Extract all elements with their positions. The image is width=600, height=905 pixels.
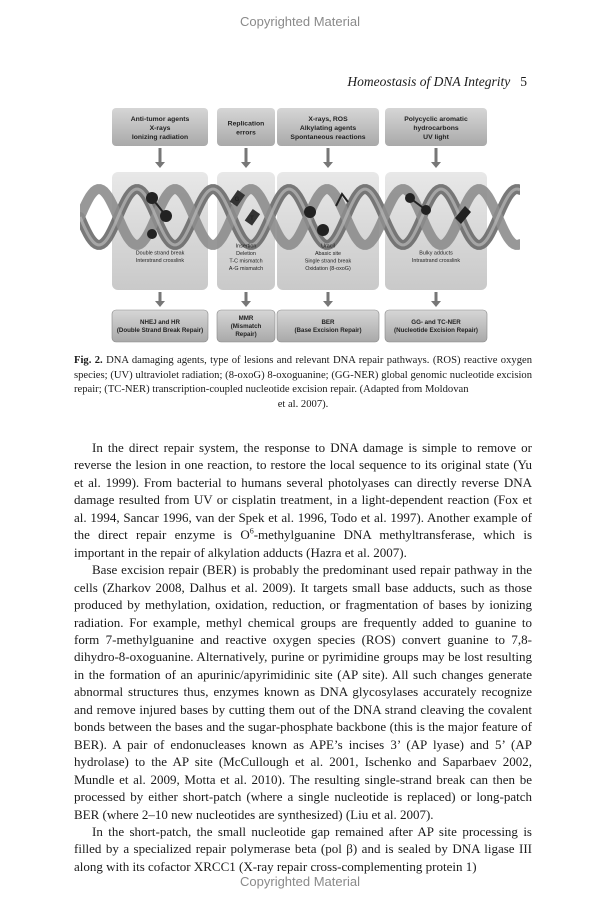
agent-label: hydrocarbons [413, 125, 459, 132]
paragraph-direct-repair: In the direct repair system, the response to DNA damage is simple to remove or reverse the lesion in one reaction, to restore the local sequence to its original state (Yu et al. 1999). From bacterial to humans several photolyases can directly reverse DNA damage resulted from UV or cisplatin treatment, in a light-dependent reaction (Fox et al. 1994, Sancar 1996, van der Spek et al. 1996, Todo et al. 1997). Another example of the direct repair enzyme is $O^6$-methylguanine DNA methyltransferase, which is important in the repair of alkylation adducts (Hazra et al. 2007). [74, 440, 532, 560]
lesion-label: Oxidation (8-oxoG) [305, 266, 351, 272]
arrow-head [155, 301, 165, 307]
lesion-label: Deletion [236, 251, 256, 257]
repair-label: (Nucleotide Excision Repair) [394, 327, 478, 334]
dna-repair-figure [80, 106, 520, 346]
agent-label: Ionizing radiation [131, 134, 189, 141]
repair-label: (Base Excision Repair) [294, 327, 362, 334]
lesion-label: Insertion [235, 243, 257, 250]
lesion-label: Interstrand crosslink [135, 258, 185, 264]
watermark-top: Copyrighted Material [240, 14, 360, 29]
running-head-title: Homeostasis of DNA Integrity [347, 74, 511, 89]
agent-label: X-rays, ROS [308, 116, 348, 123]
repair-label: BER [321, 319, 335, 326]
superscript: 6 [249, 526, 254, 536]
repair-box [385, 310, 487, 342]
lesion-label: Uracil [321, 243, 335, 250]
paragraph-short-patch: In the short-patch, the small nucleotide gap remained after AP site processing is filled by a specialized repair polymerase beta (pol β) and is sealed by DNA ligase III along with its cofactor XRCC1 (X-ray repair cross-complementing protein 1) [74, 823, 532, 874]
repair-box [277, 310, 379, 342]
arrow-head [155, 162, 165, 168]
caption-label: Fig. 2. [74, 355, 103, 366]
arrow-head [241, 162, 251, 168]
caption-text: DNA damaging agents, type of lesions and relevant DNA repair pathways. (ROS) reactive oxygen species; (UV) ultraviolet radiation; (8-oxoG) 8-oxoguanine; (GG-NER) global genomic nucleotide excision repair; (TC-NER) transcription-coupled nucleotide excision repair. (Adapted from Moldovan [74, 355, 532, 396]
arrow-head [241, 301, 251, 307]
repair-label: NHEJ and HR [140, 319, 180, 326]
base-letter-oxo: oxo [319, 228, 327, 233]
agent-label: errors [236, 129, 256, 137]
lesion-label: Bulky adducts [419, 250, 453, 257]
figure-caption [74, 354, 532, 412]
lesion-label: Abasic site [314, 251, 342, 257]
repair-label: GG- and TC-NER [411, 319, 461, 326]
lesion-label: Intrastrand crosslink [411, 258, 461, 264]
adduct-marker [147, 229, 157, 239]
lesion-label: A-G mismatch [228, 266, 264, 272]
base-letter-g: G [234, 197, 240, 203]
page-number: 5 [520, 74, 527, 89]
repair-label: (Mismatch [230, 323, 262, 330]
base-letter-t: T [250, 216, 254, 222]
paragraph-ber: Base excision repair (BER) is probably the predominant used repair pathway in the cells (Zharkov 2008, Dalhus et al. 2009). It targets small base adducts, such as those produced by methylation, oxidation, reduction, or fragmentation of bases by ionizing radiation. For example, methyl chemical groups are frequently added to guanine to form 7-methylguanine and reactive oxygen species (ROS) convert guanine to 7,8-dihydro-8-oxoguanine. Alternatively, purine or pyrimidine groups may be lost resulting in the formation of an apurinic/apyrimidinic site (AP site). All such changes generate abnormal structures thus, enzymes known as DNA glycosylases accurately recognize and remove injured bases by cutting them out of the DNA strand cleaving the covalent bonds between the bases and the sugar-phosphate backbone (this is the major feature of BER). A pair of endonucleases known as APE’s incises 3’ (AP lyase) and 5’ (AP hydrolase) to the AP site (McCullough et al. 2001, Ischenko and Saparbaev 2002, Mundle et al. 2009, Motta et al. 2010). The resulting single-strand break can then be processed by either short-patch (where a single nucleotide is replaced) or long-patch BER (where 2–10 new nucleotides are synthesized) (Liu et al. 2007). [74, 562, 532, 822]
arrow-head [431, 301, 441, 307]
repair-label: MMR [238, 315, 254, 322]
lesion-label: Double strand break [135, 250, 185, 257]
repair-box [112, 310, 208, 342]
agent-label: Alkylating agents [299, 125, 357, 132]
caption-last-line: et al. 2007). [277, 398, 329, 410]
agent-label: UV light [423, 134, 449, 141]
agent-label: Replication [227, 120, 265, 128]
agent-label: Polycyclic aromatic [404, 116, 468, 123]
running-head [347, 74, 527, 90]
repair-label: (Double Strand Break Repair) [116, 327, 204, 334]
arrow-head [323, 301, 333, 307]
lesion-label: Single strand break [304, 258, 352, 265]
agent-label: Anti-tumor agents [130, 116, 190, 123]
arrow-head [431, 162, 441, 168]
lesion-label: T-C mismatch [229, 258, 263, 265]
agent-label: X-rays [149, 125, 171, 132]
repair-label: Repair) [235, 331, 257, 338]
base-letter-u: U [307, 210, 313, 216]
agent-label: Spontaneous reactions [290, 134, 366, 141]
arrow-head [323, 162, 333, 168]
body-text [74, 439, 532, 875]
watermark-bottom: Copyrighted Material [240, 874, 360, 889]
